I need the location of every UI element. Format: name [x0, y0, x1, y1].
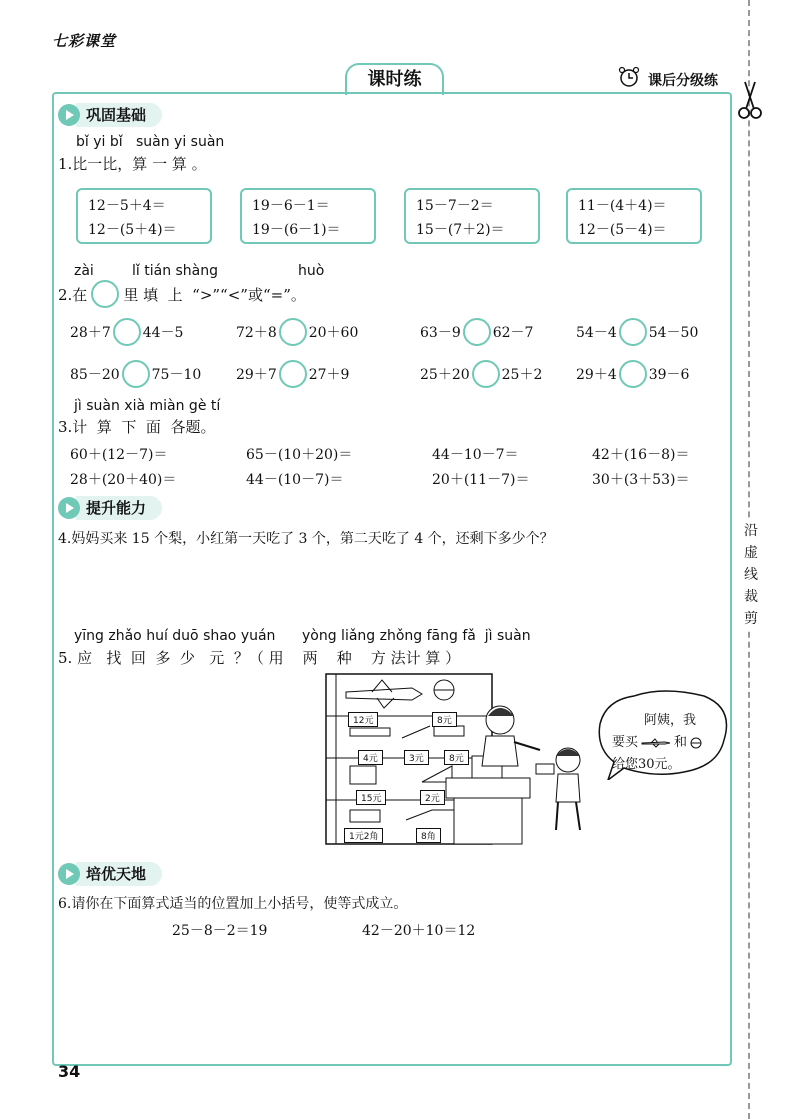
- q5-pinyin: yòng liǎng zhǒng fāng fǎ jì suàn: [302, 628, 531, 644]
- q1-box-line: 12－(5＋4)＝: [88, 222, 177, 238]
- compare-item: [70, 360, 201, 388]
- alarm-clock-icon: [618, 66, 640, 88]
- answer-circle[interactable]: [619, 360, 647, 388]
- q2-text: 里 填 上 “>”“<”或“=”。: [123, 285, 306, 304]
- q1-box: [566, 188, 702, 244]
- play-icon: [58, 104, 80, 126]
- compare-left: 63－9: [420, 325, 461, 341]
- compare-left: 54－4: [576, 325, 617, 341]
- q6-text: 6.请你在下面算式适当的位置加上小括号，使等式成立。: [58, 896, 408, 912]
- answer-circle[interactable]: [122, 360, 150, 388]
- bubble-word: 和: [674, 735, 688, 750]
- bubble-line: 给您30元。: [612, 757, 681, 772]
- play-icon: [58, 863, 80, 885]
- price-tag: 3元: [404, 750, 429, 765]
- q1-text: 1.比一比，算 一 算 。: [58, 155, 207, 173]
- page-subtitle: 课后分级练: [648, 73, 718, 89]
- q3-expression: 30＋(3＋53)＝: [592, 472, 690, 488]
- compare-left: 85－20: [70, 367, 120, 383]
- answer-circle[interactable]: [279, 360, 307, 388]
- q1-box-line: 12－5＋4＝: [88, 198, 166, 214]
- q2-pinyin: zài: [74, 263, 94, 279]
- q4-text: 4.妈妈买来 15 个梨，小红第一天吃了 3 个，第二天吃了 4 个，还剩下多少个？: [58, 531, 554, 547]
- q5-pinyin: yīng zhǎo huí duō shao yuán: [74, 628, 276, 644]
- compare-right: 27＋9: [308, 367, 350, 383]
- q3-expression: 42＋(16－8)＝: [592, 447, 690, 463]
- price-tag: 4元: [358, 750, 383, 765]
- q1-box-line: 15－7－2＝: [416, 198, 494, 214]
- cut-instruction: 沿虚线裁剪: [742, 520, 760, 630]
- compare-right: 39－6: [648, 367, 690, 383]
- compare-item: [236, 360, 349, 388]
- section-advanced: [58, 862, 162, 886]
- q3-expression: 20＋(11－7)＝: [432, 472, 530, 488]
- compare-left: 25＋20: [420, 367, 470, 383]
- scissors-icon: [737, 80, 763, 120]
- q3-pinyin: jì suàn xià miàn gè tí: [74, 398, 221, 414]
- q1-box-line: 15－(7＋2)＝: [416, 222, 505, 238]
- q3-expression: 65－(10＋20)＝: [246, 447, 353, 463]
- q2-pinyin: lǐ tián shàng: [132, 263, 219, 279]
- price-tag: 8元: [444, 750, 469, 765]
- compare-left: 72＋8: [236, 325, 277, 341]
- page-title: 课时练: [345, 63, 444, 95]
- q3-text: 3.计 算 下 面 各题。: [58, 418, 216, 436]
- q3-expression: 44－10－7＝: [432, 447, 519, 463]
- q1-box: [240, 188, 376, 244]
- q1-box: [76, 188, 212, 244]
- compare-right: 25＋2: [501, 367, 543, 383]
- compare-right: 75－10: [151, 367, 202, 383]
- price-tag: 8元: [432, 712, 457, 727]
- price-tag: 2元: [420, 790, 445, 805]
- compare-left: 29＋4: [576, 367, 617, 383]
- price-tag: 1元2角: [344, 828, 383, 843]
- section-basics: [58, 103, 162, 127]
- q1-pinyin: bǐ yi bǐ suàn yi suàn: [76, 134, 225, 150]
- section-advanced-label: 培优天地: [76, 862, 162, 886]
- bubble-line: [612, 732, 724, 754]
- ball-icon: [690, 737, 702, 749]
- compare-item: [576, 318, 698, 346]
- answer-circle[interactable]: [279, 318, 307, 346]
- compare-item: [420, 360, 542, 388]
- answer-circle[interactable]: [463, 318, 491, 346]
- compare-left: 28＋7: [70, 325, 111, 341]
- bubble-word: 要买: [612, 735, 639, 750]
- section-basics-label: 巩固基础: [76, 103, 162, 127]
- answer-circle[interactable]: [472, 360, 500, 388]
- compare-right: 54－50: [648, 325, 699, 341]
- compare-left: 29＋7: [236, 367, 277, 383]
- compare-right: 62－7: [492, 325, 534, 341]
- price-tag: 12元: [348, 712, 378, 727]
- compare-right: 20＋60: [308, 325, 359, 341]
- q3-expression: 60＋(12－7)＝: [70, 447, 168, 463]
- q2-pinyin: huò: [298, 263, 325, 279]
- price-tag: 8角: [416, 828, 441, 843]
- brand-logo: 七彩课堂: [52, 32, 117, 50]
- q2-text: 2.在: [58, 285, 88, 304]
- q1-box-line: 12－(5－4)＝: [578, 222, 667, 238]
- q1-box-line: 19－6－1＝: [252, 198, 330, 214]
- price-tag: 15元: [356, 790, 386, 805]
- answer-circle[interactable]: [619, 318, 647, 346]
- answer-circle: [91, 280, 119, 308]
- page-number: 34: [58, 1062, 81, 1081]
- q3-expression: 44－(10－7)＝: [246, 472, 344, 488]
- section-improve: [58, 496, 162, 520]
- play-icon: [58, 497, 80, 519]
- q1-box-line: 11－(4＋4)＝: [578, 198, 667, 214]
- q1-box: [404, 188, 540, 244]
- bubble-line: 阿姨，我: [644, 713, 697, 728]
- compare-item: [236, 318, 358, 346]
- compare-item: [70, 318, 183, 346]
- answer-circle[interactable]: [113, 318, 141, 346]
- q6-equation: 42－20＋10＝12: [362, 923, 476, 939]
- q3-expression: 28＋(20＋40)＝: [70, 472, 177, 488]
- q6-equation: 25－8－2＝19: [172, 923, 268, 939]
- q5-text: 5. 应 找 回 多 少 元 ？（ 用 两 种 方 法计 算 ）: [58, 649, 461, 667]
- plane-icon: [641, 738, 671, 748]
- q1-box-line: 19－(6－1)＝: [252, 222, 341, 238]
- bubble-text: [612, 710, 724, 776]
- compare-item: [420, 318, 533, 346]
- compare-item: [576, 360, 689, 388]
- compare-right: 44－5: [142, 325, 184, 341]
- q2-instruction: [58, 280, 306, 308]
- section-improve-label: 提升能力: [76, 496, 162, 520]
